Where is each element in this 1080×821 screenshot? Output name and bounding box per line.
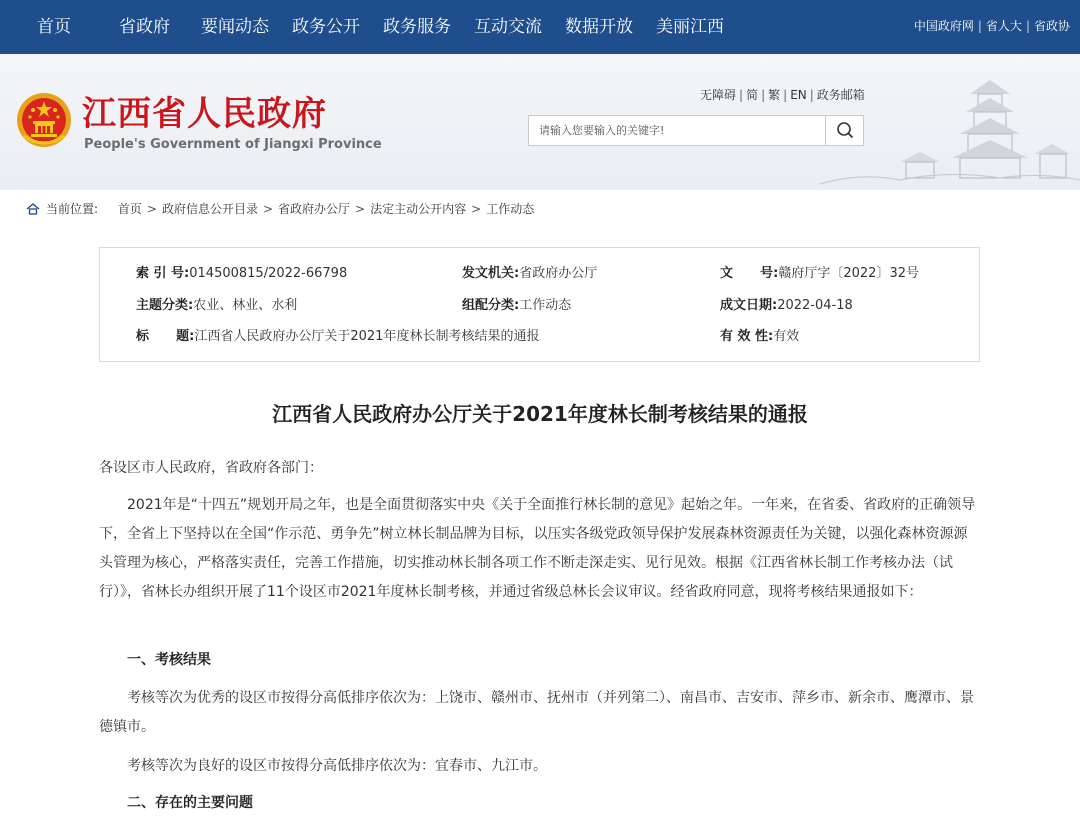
section-heading: 二、存在的主要问题 [127, 795, 253, 811]
breadcrumb-arrow: > [355, 202, 366, 216]
divider: | [977, 19, 982, 33]
info-key: 发文机关: [462, 266, 520, 281]
nav-item-home[interactable]: 首页 [37, 17, 71, 37]
info-value: 工作动态 [519, 298, 572, 313]
info-title [136, 328, 539, 346]
article-salutation: 各设区市人民政府，省政府各部门： [99, 460, 323, 476]
nav-item-gov-affairs-public[interactable]: 政务公开 [292, 17, 360, 37]
breadcrumb-gov-office[interactable]: 省政府办公厅 [278, 202, 351, 216]
info-index-no [136, 265, 347, 283]
site-title: 江西省人民政府 [82, 94, 327, 134]
link-english[interactable]: EN [790, 88, 807, 102]
info-category [462, 297, 571, 315]
info-value: 江西省人民政府办公厅关于2021年度林长制考核结果的通报 [194, 329, 540, 344]
info-key: 主题分类: [136, 298, 194, 313]
info-value: 2022-04-18 [777, 298, 853, 313]
top-nav-bar [0, 0, 1080, 54]
info-value: 赣府厅字〔2022〕32号 [778, 266, 919, 281]
site-subtitle: People's Government of Jiangxi Province [84, 137, 382, 152]
breadcrumb-home[interactable]: 首页 [117, 202, 142, 216]
breadcrumb-statutory-content[interactable]: 法定主动公开内容 [370, 202, 467, 216]
nav-item-gov-services[interactable]: 政务服务 [383, 17, 451, 37]
info-key: 有 效 性: [720, 329, 774, 344]
nav-item-interaction[interactable]: 互动交流 [474, 17, 542, 37]
info-issuer [462, 265, 597, 283]
info-key: 组配分类: [462, 298, 520, 313]
divider: | [761, 88, 766, 102]
info-doc-no [720, 265, 919, 283]
info-subject [136, 297, 297, 315]
breadcrumb-arrow: > [471, 202, 482, 216]
search-input[interactable] [529, 116, 825, 145]
info-key: 文 号: [720, 266, 779, 281]
home-icon [26, 202, 40, 216]
info-value: 有效 [773, 329, 800, 344]
nav-item-open-data[interactable]: 数据开放 [565, 17, 633, 37]
site-header [0, 54, 1080, 190]
info-value: 省政府办公厅 [519, 266, 598, 281]
search-box [528, 115, 864, 146]
divider: | [809, 88, 814, 102]
link-provincial-cppcc[interactable]: 省政协 [1033, 19, 1070, 33]
breadcrumb-arrow: > [146, 202, 157, 216]
nav-item-provincial-gov[interactable]: 省政府 [119, 17, 170, 37]
link-accessibility[interactable]: 无障碍 [700, 88, 737, 102]
top-right-links [914, 18, 1070, 34]
document-info-box [99, 247, 980, 362]
article-paragraph: 2021年是“十四五”规划开局之年，也是全面贯彻落实中央《关于全面推行林长制的意见》起始之年。一年来，在省委、省政府的正确领导下，全省上下坚持以在全国“作示范、勇争先”树立林长制品牌为目标，以压实各级党政领导保护发展森林资源责任为关键，以强化森林资源源头管理为核心，严格落实责任，完善工作措施，切实推动林长制各项工作不断走深走实、见行见效。根据《江西省林长制工作考核办法（试行）》，省林长办组织开展了11个设区市2021年度林长制考核，并通过省级总林长会议审议。经省政府同意，现将考核结果通报如下： [99, 497, 976, 600]
article-title: 江西省人民政府办公厅关于2021年度林长制考核结果的通报 [272, 402, 808, 426]
divider: | [783, 88, 788, 102]
section-heading: 一、考核结果 [127, 652, 211, 668]
breadcrumb [26, 200, 534, 218]
nav-item-beautiful-jiangxi[interactable]: 美丽江西 [656, 17, 724, 37]
info-key: 标 题: [136, 329, 195, 344]
breadcrumb-label: 当前位置: [46, 202, 99, 216]
nav-item-news[interactable]: 要闻动态 [201, 17, 269, 37]
breadcrumb-arrow: > [262, 202, 274, 216]
tengwang-pavilion-icon [820, 54, 1080, 190]
info-value: 农业、林业、水利 [193, 298, 298, 313]
breadcrumb-work-news[interactable]: 工作动态 [486, 202, 535, 216]
divider: | [1025, 19, 1030, 33]
breadcrumb-info-catalog[interactable]: 政府信息公开目录 [161, 202, 258, 216]
info-validity [720, 328, 799, 346]
national-emblem-icon [16, 92, 72, 148]
link-gov-mail[interactable]: 政务邮箱 [816, 88, 865, 102]
info-key: 索 引 号: [136, 266, 190, 281]
link-china-gov[interactable]: 中国政府网 [913, 19, 974, 33]
link-traditional[interactable]: 繁 [768, 88, 781, 102]
divider: | [739, 88, 744, 102]
link-simplified[interactable]: 简 [746, 88, 759, 102]
article-paragraph: 考核等次为优秀的设区市按得分高低排序依次为：上饶市、赣州市、抚州市（并列第二）、南昌市、吉安市、萍乡市、新余市、鹰潭市、景德镇市。 [99, 690, 974, 735]
article-paragraph: 考核等次为良好的设区市按得分高低排序依次为：宜春市、九江市。 [127, 758, 547, 774]
info-date [720, 297, 853, 315]
link-provincial-congress[interactable]: 省人大 [985, 19, 1022, 33]
info-key: 成文日期: [720, 298, 778, 313]
info-value: 014500815/2022-66798 [189, 266, 348, 281]
